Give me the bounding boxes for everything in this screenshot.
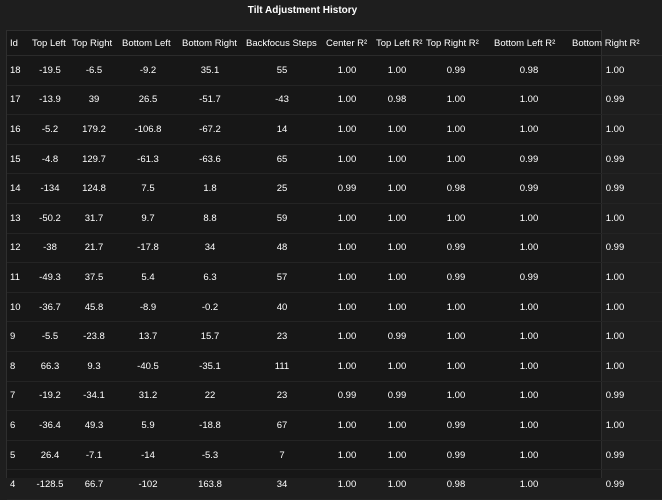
table-cell: 7.5	[118, 174, 178, 204]
column-header[interactable]: Bottom Left R²	[490, 31, 568, 56]
table-cell: 1.00	[322, 144, 372, 174]
table-cell: -49.3	[30, 263, 70, 293]
table-cell: 15.7	[178, 322, 242, 352]
table-cell: 13	[7, 203, 30, 233]
table-row[interactable]	[7, 351, 662, 381]
table-cell: 7	[242, 440, 322, 470]
table-cell: 0.99	[568, 233, 662, 263]
table-cell: 40	[242, 292, 322, 322]
table-row[interactable]	[7, 263, 662, 293]
table-cell: 1.00	[490, 351, 568, 381]
table-cell: 59	[242, 203, 322, 233]
column-header[interactable]: Bottom Left	[118, 31, 178, 56]
table-body	[7, 56, 662, 500]
table-cell: 9.3	[70, 351, 118, 381]
table-cell: 6	[7, 411, 30, 441]
table-cell: 7	[7, 381, 30, 411]
table-cell: 66.3	[30, 351, 70, 381]
table-cell: -6.5	[70, 56, 118, 86]
table-cell: 57	[242, 263, 322, 293]
table-cell: 1.00	[372, 440, 422, 470]
column-header[interactable]: Id	[7, 31, 30, 56]
table-cell: 66.7	[70, 470, 118, 500]
table-header-row	[7, 31, 662, 56]
table-cell: 11	[7, 263, 30, 293]
table-cell: 0.99	[568, 85, 662, 115]
table-cell: 1.00	[322, 411, 372, 441]
table-cell: -128.5	[30, 470, 70, 500]
table-cell: -38	[30, 233, 70, 263]
table-cell: 1.00	[490, 292, 568, 322]
table-cell: 1.00	[372, 203, 422, 233]
table-cell: 1.00	[322, 233, 372, 263]
table-cell: 9	[7, 322, 30, 352]
table-cell: -34.1	[70, 381, 118, 411]
table-cell: 22	[178, 381, 242, 411]
table-cell: 26.5	[118, 85, 178, 115]
column-header[interactable]: Top Left	[30, 31, 70, 56]
table-cell: 1.00	[422, 115, 490, 145]
table-cell: 1.00	[568, 411, 662, 441]
table-cell: 37.5	[70, 263, 118, 293]
table-cell: 5.9	[118, 411, 178, 441]
table-cell: 124.8	[70, 174, 118, 204]
table-cell: 0.99	[568, 144, 662, 174]
table-cell: 0.98	[422, 470, 490, 500]
table-cell: 1.00	[490, 411, 568, 441]
table-cell: 18	[7, 56, 30, 86]
table-cell: 1.00	[422, 292, 490, 322]
table-cell: 4	[7, 470, 30, 500]
table-cell: 1.8	[178, 174, 242, 204]
column-header[interactable]: Top Left R²	[372, 31, 422, 56]
column-header[interactable]: Top Right R²	[422, 31, 490, 56]
table-cell: 67	[242, 411, 322, 441]
table-cell: 1.00	[422, 381, 490, 411]
table-row[interactable]	[7, 440, 662, 470]
table-cell: -134	[30, 174, 70, 204]
table-cell: 1.00	[372, 56, 422, 86]
table-cell: -7.1	[70, 440, 118, 470]
table-cell: -102	[118, 470, 178, 500]
table-cell: 13.7	[118, 322, 178, 352]
table-cell: 23	[242, 381, 322, 411]
table-cell: 10	[7, 292, 30, 322]
table-cell: 0.99	[422, 263, 490, 293]
table-cell: -61.3	[118, 144, 178, 174]
table-cell: 1.00	[568, 56, 662, 86]
table-cell: 1.00	[422, 322, 490, 352]
table-row[interactable]	[7, 292, 662, 322]
table-cell: 55	[242, 56, 322, 86]
table-cell: 0.99	[322, 381, 372, 411]
table-cell: 1.00	[372, 411, 422, 441]
table-cell: 0.99	[322, 174, 372, 204]
table-row[interactable]	[7, 381, 662, 411]
table-cell: 163.8	[178, 470, 242, 500]
table-cell: 0.99	[568, 440, 662, 470]
table-cell: 129.7	[70, 144, 118, 174]
table-cell: 23	[242, 322, 322, 352]
table-cell: 1.00	[322, 56, 372, 86]
table-cell: 12	[7, 233, 30, 263]
table-cell: 0.99	[372, 381, 422, 411]
table-cell: 48	[242, 233, 322, 263]
table-cell: 1.00	[322, 203, 372, 233]
table-cell: 1.00	[422, 144, 490, 174]
table-cell: -23.8	[70, 322, 118, 352]
table-cell: 1.00	[322, 351, 372, 381]
table-row[interactable]	[7, 203, 662, 233]
table-cell: 1.00	[322, 440, 372, 470]
table-cell: 1.00	[322, 85, 372, 115]
table-cell: 31.2	[118, 381, 178, 411]
table-cell: 1.00	[322, 322, 372, 352]
table-cell: 26.4	[30, 440, 70, 470]
table-cell: 1.00	[322, 263, 372, 293]
table-cell: 1.00	[372, 115, 422, 145]
table-cell: 9.7	[118, 203, 178, 233]
table-cell: 1.00	[490, 470, 568, 500]
column-header[interactable]: Backfocus Steps	[242, 31, 322, 56]
table-cell: 1.00	[490, 85, 568, 115]
table-cell: -9.2	[118, 56, 178, 86]
table-cell: -8.9	[118, 292, 178, 322]
table-cell: 14	[242, 115, 322, 145]
table-cell: 1.00	[372, 174, 422, 204]
table-cell: 1.00	[422, 203, 490, 233]
table-cell: 1.00	[322, 470, 372, 500]
table-cell: 14	[7, 174, 30, 204]
table-cell: 34	[178, 233, 242, 263]
column-header[interactable]: Bottom Right R²	[568, 31, 662, 56]
table-cell: 0.99	[372, 322, 422, 352]
table-cell: 0.99	[490, 144, 568, 174]
column-header[interactable]: Center R²	[322, 31, 372, 56]
table-cell: -14	[118, 440, 178, 470]
table-cell: 17	[7, 85, 30, 115]
table-cell: 1.00	[568, 292, 662, 322]
column-header[interactable]: Bottom Right	[178, 31, 242, 56]
table-cell: 5.4	[118, 263, 178, 293]
table-cell: 111	[242, 351, 322, 381]
table-cell: -36.7	[30, 292, 70, 322]
table-cell: 1.00	[372, 263, 422, 293]
table-cell: 1.00	[372, 351, 422, 381]
table-cell: 1.00	[490, 440, 568, 470]
table-cell: 0.99	[422, 440, 490, 470]
table-cell: -5.3	[178, 440, 242, 470]
table-cell: -67.2	[178, 115, 242, 145]
table-cell: 179.2	[70, 115, 118, 145]
table-cell: 1.00	[568, 203, 662, 233]
table-cell: 0.99	[422, 411, 490, 441]
table-cell: 35.1	[178, 56, 242, 86]
table-row[interactable]	[7, 85, 662, 115]
table-cell: 1.00	[322, 115, 372, 145]
tilt-history-table	[7, 31, 662, 500]
table-cell: 16	[7, 115, 30, 145]
table-cell: 65	[242, 144, 322, 174]
table-cell: 1.00	[568, 351, 662, 381]
table-cell: 1.00	[372, 292, 422, 322]
table-cell: -106.8	[118, 115, 178, 145]
table-row[interactable]	[7, 322, 662, 352]
column-header[interactable]: Top Right	[70, 31, 118, 56]
table-cell: -5.2	[30, 115, 70, 145]
table-cell: 25	[242, 174, 322, 204]
table-cell: -51.7	[178, 85, 242, 115]
table-cell: -19.5	[30, 56, 70, 86]
table-cell: 21.7	[70, 233, 118, 263]
table-cell: 6.3	[178, 263, 242, 293]
table-cell: -40.5	[118, 351, 178, 381]
table-cell: -43	[242, 85, 322, 115]
table-row[interactable]	[7, 470, 662, 500]
table-cell: -4.8	[30, 144, 70, 174]
history-table-panel[interactable]	[6, 30, 640, 491]
table-cell: 39	[70, 85, 118, 115]
table-cell: -13.9	[30, 85, 70, 115]
window-title: Tilt Adjustment History	[247, 5, 358, 16]
table-cell: 1.00	[322, 292, 372, 322]
table-row[interactable]	[7, 144, 662, 174]
table-cell: 49.3	[70, 411, 118, 441]
table-cell: -63.6	[178, 144, 242, 174]
table-cell: 34	[242, 470, 322, 500]
table-cell: 1.00	[372, 470, 422, 500]
table-cell: -18.8	[178, 411, 242, 441]
table-cell: 0.98	[490, 56, 568, 86]
table-cell: 8	[7, 351, 30, 381]
table-cell: -50.2	[30, 203, 70, 233]
table-cell: 0.99	[568, 381, 662, 411]
table-cell: 0.99	[422, 56, 490, 86]
table-cell: 0.98	[422, 174, 490, 204]
table-cell: 0.99	[422, 233, 490, 263]
table-cell: 45.8	[70, 292, 118, 322]
table-cell: 1.00	[568, 115, 662, 145]
table-row[interactable]	[7, 115, 662, 145]
table-cell: -19.2	[30, 381, 70, 411]
table-row[interactable]	[7, 56, 662, 86]
table-cell: 8.8	[178, 203, 242, 233]
table-cell: 1.00	[490, 115, 568, 145]
table-row[interactable]	[7, 233, 662, 263]
table-cell: 1.00	[372, 233, 422, 263]
table-cell: 31.7	[70, 203, 118, 233]
table-cell: 1.00	[422, 351, 490, 381]
table-cell: 0.99	[490, 263, 568, 293]
table-cell: 15	[7, 144, 30, 174]
table-cell: 1.00	[422, 85, 490, 115]
table-cell: -35.1	[178, 351, 242, 381]
table-cell: 1.00	[568, 263, 662, 293]
table-cell: 0.98	[372, 85, 422, 115]
table-row[interactable]	[7, 411, 662, 441]
table-cell: -0.2	[178, 292, 242, 322]
table-cell: 1.00	[372, 144, 422, 174]
table-cell: 5	[7, 440, 30, 470]
table-cell: 1.00	[568, 322, 662, 352]
table-cell: 1.00	[490, 322, 568, 352]
table-cell: 1.00	[490, 203, 568, 233]
table-cell: 0.99	[490, 174, 568, 204]
table-cell: -36.4	[30, 411, 70, 441]
table-cell: 1.00	[490, 381, 568, 411]
table-row[interactable]	[7, 174, 662, 204]
table-cell: 0.99	[568, 470, 662, 500]
table-cell: -17.8	[118, 233, 178, 263]
table-cell: 1.00	[490, 233, 568, 263]
table-cell: -5.5	[30, 322, 70, 352]
table-cell: 0.99	[568, 174, 662, 204]
